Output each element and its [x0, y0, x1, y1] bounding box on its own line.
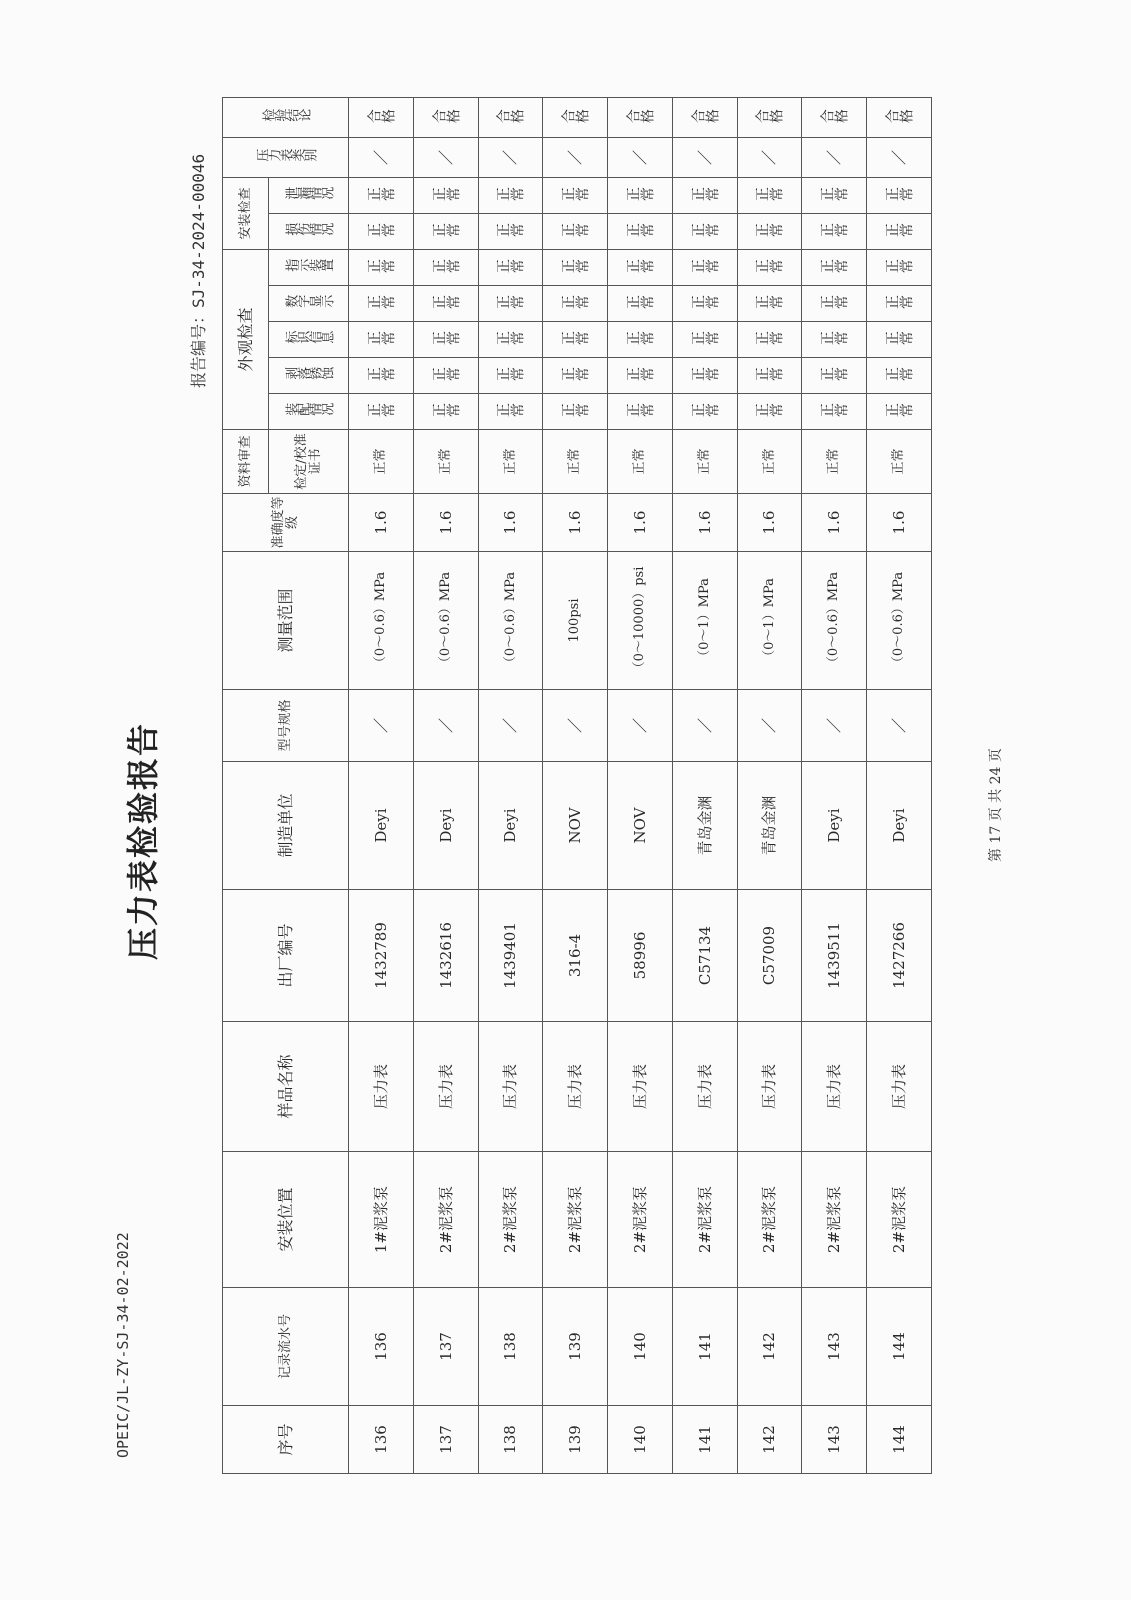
table-row	[672, 97, 737, 1473]
cell-leak: 正常	[885, 187, 914, 204]
cell-peel: 正常	[625, 367, 654, 384]
cell-model: ／	[478, 690, 543, 762]
cell-range: （0～10000）psi	[608, 552, 673, 690]
cell-factory-no: 316-4	[543, 890, 608, 1022]
cell-leak: 正常	[431, 187, 460, 204]
cell-maker: NOV	[543, 762, 608, 890]
cell-peel: 正常	[366, 367, 395, 384]
table-row	[543, 97, 608, 1473]
cell-pointer: 正常	[885, 259, 914, 276]
cell-leak: 正常	[496, 187, 525, 204]
cell-sample-name: 压力表	[413, 1022, 478, 1152]
cell-maker: Deyi	[802, 762, 867, 890]
cell-range: （0～0.6）MPa	[478, 552, 543, 690]
header-leak: 泄漏情况	[284, 187, 333, 203]
cell-assembly: 正常	[366, 403, 395, 420]
cell-cert: 正常	[867, 430, 932, 494]
cell-digital: 正常	[431, 295, 460, 312]
header-mark: 标识信息	[284, 331, 333, 347]
cell-accuracy: 1.6	[867, 494, 932, 552]
cell-accuracy: 1.6	[543, 494, 608, 552]
cell-accuracy: 1.6	[672, 494, 737, 552]
cell-range: （0～0.6）MPa	[349, 552, 414, 690]
cell-factory-no: 1432789	[349, 890, 414, 1022]
cell-seq: 143	[802, 1406, 867, 1474]
cell-record-no: 138	[478, 1288, 543, 1406]
cell-model: ／	[867, 690, 932, 762]
table-row	[802, 97, 867, 1473]
inspection-table	[222, 97, 932, 1474]
cell-pointer: 正常	[561, 259, 590, 276]
cell-location: 2#泥浆泵	[802, 1152, 867, 1288]
cell-factory-no: 1432616	[413, 890, 478, 1022]
cell-seq: 141	[672, 1406, 737, 1474]
cell-leak: 正常	[690, 187, 719, 204]
cell-assembly: 正常	[885, 403, 914, 420]
header-record-no: 记录流水号	[223, 1288, 349, 1406]
header-appearance: 外观检查	[223, 249, 269, 429]
header-pointer: 指示装置	[284, 259, 333, 275]
cell-peel: 正常	[885, 367, 914, 384]
cell-maker: 青岛金渊	[672, 762, 737, 890]
header-doc-review: 资料审查	[223, 430, 269, 494]
cell-sample-name: 压力表	[543, 1022, 608, 1152]
header-location: 安装位置	[223, 1152, 349, 1288]
header-model: 型号规格	[223, 690, 349, 762]
cell-mark: 正常	[366, 331, 395, 348]
cell-seq: 142	[737, 1406, 802, 1474]
cell-cert: 正常	[478, 430, 543, 494]
cell-seq: 136	[349, 1406, 414, 1474]
cell-range: 100psi	[543, 552, 608, 690]
table-row	[413, 97, 478, 1473]
cell-record-no: 139	[543, 1288, 608, 1406]
cell-damage: 正常	[690, 223, 719, 240]
header-damage: 损伤情况	[284, 223, 333, 239]
cell-mark: 正常	[755, 331, 784, 348]
cell-conclusion: 合格	[690, 109, 719, 126]
cell-category: ／	[867, 137, 932, 177]
cell-range: （0～1）MPa	[737, 552, 802, 690]
cell-location: 2#泥浆泵	[543, 1152, 608, 1288]
table-row	[737, 97, 802, 1473]
form-code: OPEIC/JL-ZY-SJ-34-02-2022	[114, 1232, 132, 1458]
cell-peel: 正常	[431, 367, 460, 384]
cell-category: ／	[802, 137, 867, 177]
header-maker: 制造单位	[223, 762, 349, 890]
cell-sample-name: 压力表	[608, 1022, 673, 1152]
cell-location: 2#泥浆泵	[867, 1152, 932, 1288]
table-row	[478, 97, 543, 1473]
cell-model: ／	[802, 690, 867, 762]
cell-location: 2#泥浆泵	[737, 1152, 802, 1288]
cell-accuracy: 1.6	[802, 494, 867, 552]
cell-damage: 正常	[820, 223, 849, 240]
header-sample-name: 样品名称	[223, 1022, 349, 1152]
cell-category: ／	[672, 137, 737, 177]
cell-damage: 正常	[625, 223, 654, 240]
cell-seq: 139	[543, 1406, 608, 1474]
header-factory-no: 出厂编号	[223, 890, 349, 1022]
cell-leak: 正常	[366, 187, 395, 204]
cell-cert: 正常	[543, 430, 608, 494]
header-cert: 检定/校准证书	[269, 430, 349, 494]
cell-sample-name: 压力表	[672, 1022, 737, 1152]
cell-category: ／	[349, 137, 414, 177]
cell-factory-no: 58996	[608, 890, 673, 1022]
cell-model: ／	[349, 690, 414, 762]
cell-peel: 正常	[496, 367, 525, 384]
cell-mark: 正常	[820, 331, 849, 348]
cell-peel: 正常	[820, 367, 849, 384]
cell-maker: 青岛金渊	[737, 762, 802, 890]
cell-model: ／	[737, 690, 802, 762]
cell-accuracy: 1.6	[608, 494, 673, 552]
cell-cert: 正常	[413, 430, 478, 494]
cell-maker: Deyi	[349, 762, 414, 890]
cell-mark: 正常	[885, 331, 914, 348]
report-number: 报告编号：SJ-34-2024-00046	[189, 153, 208, 388]
cell-pointer: 正常	[820, 259, 849, 276]
cell-digital: 正常	[625, 295, 654, 312]
cell-factory-no: C57009	[737, 890, 802, 1022]
cell-conclusion: 合格	[625, 109, 654, 126]
cell-digital: 正常	[366, 295, 395, 312]
header-range: 测量范围	[223, 552, 349, 690]
cell-sample-name: 压力表	[478, 1022, 543, 1152]
cell-accuracy: 1.6	[478, 494, 543, 552]
cell-record-no: 142	[737, 1288, 802, 1406]
cell-cert: 正常	[672, 430, 737, 494]
cell-pointer: 正常	[755, 259, 784, 276]
cell-location: 2#泥浆泵	[608, 1152, 673, 1288]
cell-leak: 正常	[561, 187, 590, 204]
cell-range: （0～0.6）MPa	[867, 552, 932, 690]
header-accuracy: 准确度等级	[223, 494, 349, 552]
cell-factory-no: C57134	[672, 890, 737, 1022]
cell-model: ／	[672, 690, 737, 762]
cell-mark: 正常	[496, 331, 525, 348]
cell-sample-name: 压力表	[349, 1022, 414, 1152]
cell-pointer: 正常	[496, 259, 525, 276]
cell-assembly: 正常	[690, 403, 719, 420]
cell-assembly: 正常	[496, 403, 525, 420]
cell-mark: 正常	[561, 331, 590, 348]
cell-digital: 正常	[755, 295, 784, 312]
cell-digital: 正常	[690, 295, 719, 312]
cell-location: 1#泥浆泵	[349, 1152, 414, 1288]
cell-conclusion: 合格	[820, 109, 849, 126]
header-category: 压力表类别	[255, 149, 316, 165]
cell-damage: 正常	[755, 223, 784, 240]
cell-mark: 正常	[431, 331, 460, 348]
cell-record-no: 143	[802, 1288, 867, 1406]
cell-cert: 正常	[349, 430, 414, 494]
cell-seq: 138	[478, 1406, 543, 1474]
cell-factory-no: 1439401	[478, 890, 543, 1022]
cell-sample-name: 压力表	[867, 1022, 932, 1152]
cell-record-no: 141	[672, 1288, 737, 1406]
cell-cert: 正常	[802, 430, 867, 494]
cell-maker: Deyi	[413, 762, 478, 890]
cell-leak: 正常	[625, 187, 654, 204]
cell-damage: 正常	[366, 223, 395, 240]
cell-record-no: 137	[413, 1288, 478, 1406]
cell-leak: 正常	[755, 187, 784, 204]
cell-sample-name: 压力表	[737, 1022, 802, 1152]
cell-damage: 正常	[496, 223, 525, 240]
cell-assembly: 正常	[755, 403, 784, 420]
header-peel: 剥落锈蚀	[284, 367, 333, 383]
cell-assembly: 正常	[431, 403, 460, 420]
cell-assembly: 正常	[561, 403, 590, 420]
cell-category: ／	[608, 137, 673, 177]
cell-leak: 正常	[820, 187, 849, 204]
cell-category: ／	[478, 137, 543, 177]
cell-category: ／	[543, 137, 608, 177]
cell-cert: 正常	[608, 430, 673, 494]
cell-factory-no: 1439511	[802, 890, 867, 1022]
cell-assembly: 正常	[625, 403, 654, 420]
cell-accuracy: 1.6	[349, 494, 414, 552]
cell-conclusion: 合格	[561, 109, 590, 126]
cell-pointer: 正常	[431, 259, 460, 276]
cell-damage: 正常	[431, 223, 460, 240]
cell-maker: Deyi	[478, 762, 543, 890]
cell-sample-name: 压力表	[802, 1022, 867, 1152]
table-row	[349, 97, 414, 1473]
cell-category: ／	[413, 137, 478, 177]
cell-peel: 正常	[755, 367, 784, 384]
cell-location: 2#泥浆泵	[478, 1152, 543, 1288]
cell-accuracy: 1.6	[737, 494, 802, 552]
cell-digital: 正常	[820, 295, 849, 312]
cell-mark: 正常	[690, 331, 719, 348]
cell-range: （0～0.6）MPa	[413, 552, 478, 690]
table-row	[867, 97, 932, 1473]
cell-record-no: 136	[349, 1288, 414, 1406]
cell-location: 2#泥浆泵	[672, 1152, 737, 1288]
cell-range: （0～0.6）MPa	[802, 552, 867, 690]
cell-range: （0～1）MPa	[672, 552, 737, 690]
header-install-check: 安装检查	[223, 177, 269, 249]
cell-accuracy: 1.6	[413, 494, 478, 552]
cell-cert: 正常	[737, 430, 802, 494]
cell-peel: 正常	[690, 367, 719, 384]
cell-model: ／	[413, 690, 478, 762]
table-row	[608, 97, 673, 1473]
header-seq: 序号	[223, 1406, 349, 1474]
cell-conclusion: 合格	[496, 109, 525, 126]
cell-digital: 正常	[885, 295, 914, 312]
cell-category: ／	[737, 137, 802, 177]
cell-maker: NOV	[608, 762, 673, 890]
cell-conclusion: 合格	[431, 109, 460, 126]
header-digital: 数字显示	[284, 295, 333, 311]
cell-record-no: 140	[608, 1288, 673, 1406]
cell-seq: 144	[867, 1406, 932, 1474]
cell-pointer: 正常	[366, 259, 395, 276]
cell-assembly: 正常	[820, 403, 849, 420]
cell-pointer: 正常	[690, 259, 719, 276]
cell-seq: 137	[413, 1406, 478, 1474]
cell-digital: 正常	[561, 295, 590, 312]
cell-peel: 正常	[561, 367, 590, 384]
header-assembly: 装配情况	[284, 403, 333, 419]
cell-model: ／	[608, 690, 673, 762]
cell-model: ／	[543, 690, 608, 762]
cell-conclusion: 合格	[366, 109, 395, 126]
cell-seq: 140	[608, 1406, 673, 1474]
cell-damage: 正常	[885, 223, 914, 240]
page-title: 压力表检验报告	[124, 721, 162, 960]
cell-factory-no: 1427266	[867, 890, 932, 1022]
cell-pointer: 正常	[625, 259, 654, 276]
header-conclusion: 检验结论	[261, 109, 310, 125]
page-number: 第 17 页 共 24 页	[988, 748, 1004, 862]
cell-mark: 正常	[625, 331, 654, 348]
cell-digital: 正常	[496, 295, 525, 312]
cell-conclusion: 合格	[755, 109, 784, 126]
cell-damage: 正常	[561, 223, 590, 240]
cell-location: 2#泥浆泵	[413, 1152, 478, 1288]
cell-conclusion: 合格	[885, 109, 914, 126]
cell-maker: Deyi	[867, 762, 932, 890]
cell-record-no: 144	[867, 1288, 932, 1406]
